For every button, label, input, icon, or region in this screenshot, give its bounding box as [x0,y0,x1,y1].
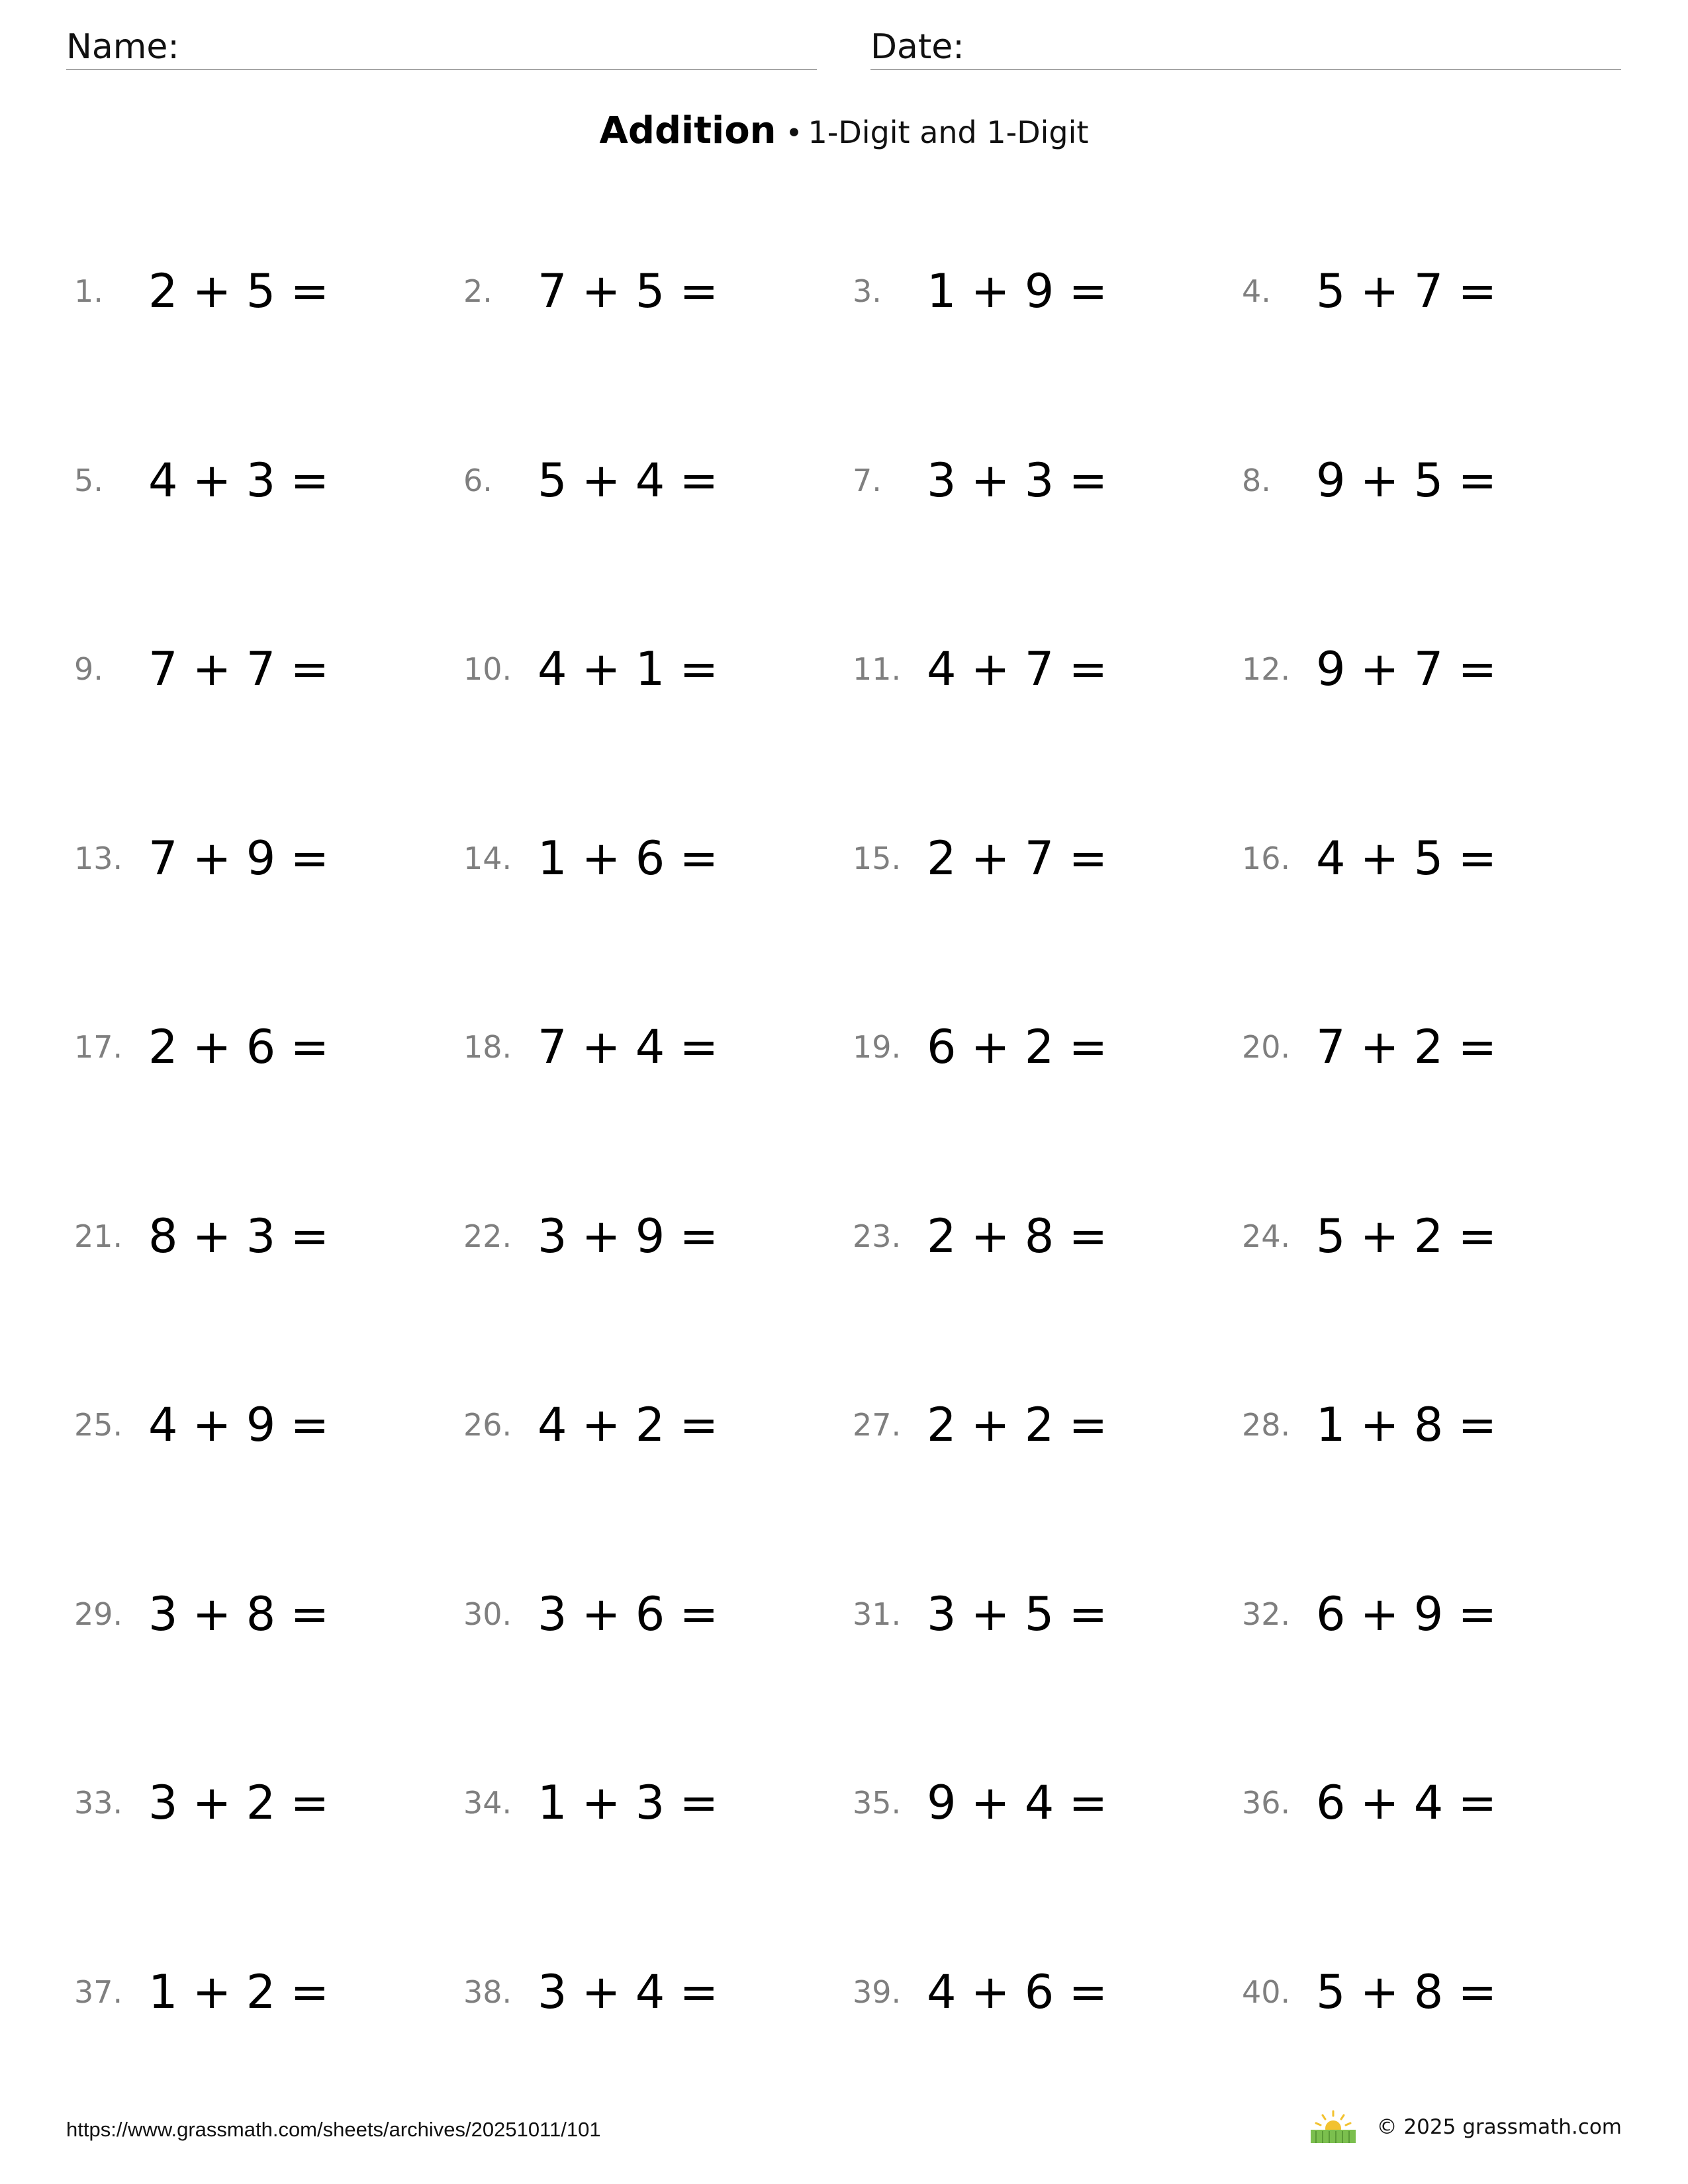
problem-item [463,1007,853,1087]
problem-expression: 6 + 4 = [1316,1776,1497,1830]
problem-number: 25. [74,1407,123,1443]
problem-number: 13. [74,840,123,876]
problem-expression: 7 + 7 = [148,642,330,696]
name-field[interactable] [66,25,817,70]
problem-item [463,1952,853,2032]
problem-number: 24. [1242,1218,1291,1254]
problem-number: 28. [1242,1407,1291,1443]
problem-number: 1. [74,273,103,309]
problem-expression: 5 + 4 = [538,453,719,508]
problem-item [1242,819,1631,898]
problem-item [853,1197,1242,1276]
footer-url: https://www.grassmath.com/sheets/archives/20251011/101 [66,2118,601,2141]
problem-number: 26. [463,1407,512,1443]
problem-item [74,629,463,709]
problem-item [463,629,853,709]
problem-number: 8. [1242,462,1271,498]
problem-expression: 3 + 8 = [148,1586,330,1641]
problem-item [853,1952,1242,2032]
problem-number: 38. [463,1974,512,2010]
problem-number: 20. [1242,1029,1291,1065]
problem-expression: 5 + 2 = [1316,1208,1497,1263]
problem-expression: 4 + 6 = [927,1964,1108,2019]
problem-expression: 1 + 6 = [538,831,719,886]
problem-expression: 9 + 5 = [1316,453,1497,508]
problem-item [74,1385,463,1465]
problem-expression: 7 + 9 = [148,831,330,886]
problem-item [74,1952,463,2032]
title-subtitle: 1-Digit and 1-Digit [808,114,1089,150]
problem-number: 12. [1242,651,1291,687]
problem-number: 17. [74,1029,123,1065]
problem-number: 15. [853,840,902,876]
title-separator: • [785,116,803,150]
grass-sun-logo-icon [1309,2110,1357,2144]
problem-item [74,1763,463,1843]
problem-item [463,1385,853,1465]
problem-item [74,1574,463,1654]
problem-item [853,1574,1242,1654]
problem-expression: 1 + 3 = [538,1776,719,1830]
problem-item [463,1574,853,1654]
problem-expression: 9 + 7 = [1316,642,1497,696]
problem-item [74,1007,463,1087]
problem-number: 30. [463,1596,512,1632]
problem-item [853,1007,1242,1087]
problem-number: 33. [74,1785,123,1821]
problem-item [1242,1197,1631,1276]
problem-number: 29. [74,1596,123,1632]
problem-expression: 3 + 6 = [538,1586,719,1641]
problem-number: 34. [463,1785,512,1821]
problem-number: 37. [74,1974,123,2010]
problem-expression: 2 + 6 = [148,1020,330,1074]
problem-number: 22. [463,1218,512,1254]
problem-number: 6. [463,462,492,498]
problem-number: 39. [853,1974,902,2010]
problem-expression: 8 + 3 = [148,1208,330,1263]
problem-expression: 2 + 2 = [927,1398,1108,1452]
problem-item [1242,1763,1631,1843]
problem-expression: 3 + 4 = [538,1964,719,2019]
problem-item [853,441,1242,520]
problem-expression: 2 + 5 = [148,264,330,318]
name-label: Name: [66,27,179,67]
problem-number: 32. [1242,1596,1291,1632]
problem-number: 5. [74,462,103,498]
problem-expression: 7 + 2 = [1316,1020,1497,1074]
problem-item [74,819,463,898]
problem-item [1242,1574,1631,1654]
problem-expression: 1 + 8 = [1316,1398,1497,1452]
problem-expression: 4 + 7 = [927,642,1108,696]
problem-expression: 5 + 8 = [1316,1964,1497,2019]
problem-expression: 4 + 2 = [538,1398,719,1452]
problem-item [1242,1007,1631,1087]
problem-expression: 4 + 9 = [148,1398,330,1452]
problem-number: 27. [853,1407,902,1443]
problem-number: 31. [853,1596,902,1632]
problem-item [463,819,853,898]
problem-item [1242,1385,1631,1465]
problem-expression: 2 + 7 = [927,831,1108,886]
worksheet-title [0,105,1688,166]
problem-expression: 6 + 9 = [1316,1586,1497,1641]
problem-item [1242,251,1631,331]
problem-expression: 4 + 3 = [148,453,330,508]
problem-expression: 1 + 2 = [148,1964,330,2019]
problem-item [463,441,853,520]
problem-expression: 1 + 9 = [927,264,1108,318]
problem-number: 35. [853,1785,902,1821]
problem-item [853,1763,1242,1843]
problem-item [1242,629,1631,709]
problem-expression: 4 + 1 = [538,642,719,696]
problem-item [463,1197,853,1276]
problem-number: 2. [463,273,492,309]
problem-item [74,441,463,520]
problem-number: 36. [1242,1785,1291,1821]
problem-number: 21. [74,1218,123,1254]
problem-item [74,1197,463,1276]
problem-number: 40. [1242,1974,1291,2010]
problem-expression: 3 + 2 = [148,1776,330,1830]
problem-item [1242,1952,1631,2032]
problem-expression: 2 + 8 = [927,1208,1108,1263]
problem-expression: 3 + 9 = [538,1208,719,1263]
problem-number: 4. [1242,273,1271,309]
problem-expression: 5 + 7 = [1316,264,1497,318]
problem-number: 10. [463,651,512,687]
problem-number: 3. [853,273,882,309]
problem-item [853,1385,1242,1465]
problem-item [74,251,463,331]
problem-item [463,1763,853,1843]
problem-number: 7. [853,462,882,498]
problem-number: 9. [74,651,103,687]
problem-number: 18. [463,1029,512,1065]
problems-grid [74,251,1630,2141]
footer-copyright: © 2025 grassmath.com [1376,2115,1622,2139]
problem-expression: 6 + 2 = [927,1020,1108,1074]
date-label: Date: [870,27,964,67]
problem-item [853,629,1242,709]
problem-expression: 3 + 3 = [927,453,1108,508]
problem-item [1242,441,1631,520]
date-field[interactable] [870,25,1621,70]
problem-number: 14. [463,840,512,876]
problem-number: 16. [1242,840,1291,876]
problem-expression: 3 + 5 = [927,1586,1108,1641]
footer-branding [1309,2107,1622,2147]
problem-item [853,819,1242,898]
problem-number: 23. [853,1218,902,1254]
title-main: Addition [599,109,776,152]
problem-expression: 4 + 5 = [1316,831,1497,886]
problem-item [463,251,853,331]
problem-expression: 7 + 4 = [538,1020,719,1074]
problem-expression: 7 + 5 = [538,264,719,318]
problem-number: 11. [853,651,902,687]
problem-item [853,251,1242,331]
problem-number: 19. [853,1029,902,1065]
problem-expression: 9 + 4 = [927,1776,1108,1830]
